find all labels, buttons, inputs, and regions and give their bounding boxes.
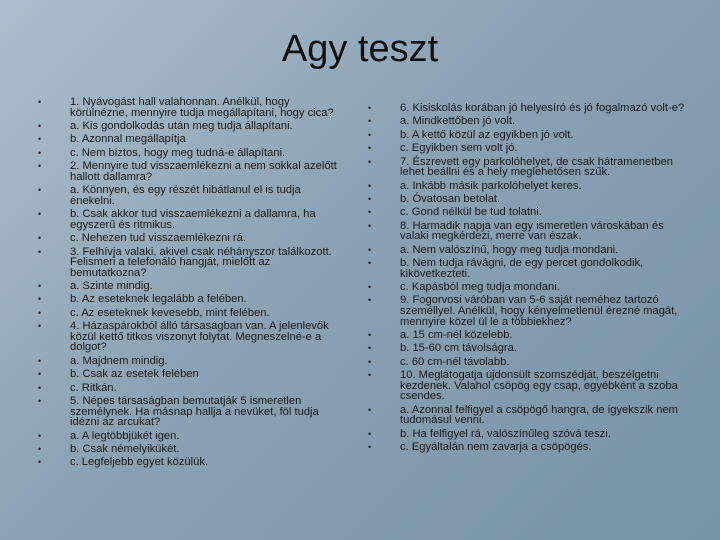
list-item: • a. Azonnal felfigyel a csöpögő hangra, de igyekszik nem tudomásul venni. xyxy=(368,405,688,426)
list-item: • a. Szinte mindig. xyxy=(38,281,348,292)
list-item: • a. Nem valószínű, hogy meg tudja mondani. xyxy=(368,245,688,256)
list-item: • 4. Házaspárokból álló társaságban van. A jelenlevők közül kettő titkos viszonyt folytat. Megneszelné-e a dolgot? xyxy=(38,321,348,353)
list-item: • 1. Nyávogást hall valahonnan. Anélkül, hogy körülnézne, mennyire tudja megállapítani, hogy cica? xyxy=(38,97,348,118)
list-item: • 7. Észrevett egy parkolóhelyet, de csak hátramenetben lehet beállni és a hely meglehetősen szűk. xyxy=(368,157,688,178)
list-item: • 9. Fogorvosi váróban van 5-6 saját neméhez tartozó személlyel. Anélkül, hogy kényelmetlenül érezné magát, mennyire közel ül le a többiekhez? xyxy=(368,295,688,327)
list-item: • b. Csak némelyikükét. xyxy=(38,444,348,455)
list-item: • c. Nehezen tud visszaemlékezni rá. xyxy=(38,233,348,244)
list-item: • 5. Népes társaságban bemutatják 5 ismeretlen személynek. Ha másnap hallja a nevüket, föl tudja idézni az arcukat? xyxy=(38,396,348,428)
list-item: • 10. Meglátogatja újdonsült szomszédját, beszélgetni kezdenek. Valahol csöpög egy csap, egyébként a szoba csendes. xyxy=(368,370,688,402)
list-item: • b. Óvatosan betolat. xyxy=(368,194,688,205)
list-item: • c. Egyáltalán nem zavarja a csöpögés. xyxy=(368,442,688,453)
list-item: • b. 15-60 cm távolságra. xyxy=(368,343,688,354)
list-item: • 2. Mennyire tud visszaemlékezni a nem sokkal azelőtt hallott dallamra? xyxy=(38,161,348,182)
list-item: • 6. Kisiskolás korában jó helyesíró és jó fogalmazó volt-e? xyxy=(368,103,688,114)
list-item: • b. Nem tudja rávágni, de egy percet gondolkodik, kikövetkezteti. xyxy=(368,258,688,279)
slide-title: Agy teszt xyxy=(281,28,439,70)
list-item: • a. 15 cm-nél közelebb. xyxy=(368,330,688,341)
list-item: • b. Az eseteknek legalább a felében. xyxy=(38,294,348,305)
list-item: • c. Ritkán. xyxy=(38,383,348,394)
list-item: • b. Csak az esetek felében xyxy=(38,369,348,380)
list-item: • b. Ha felfigyel rá, valószínűleg szóvá teszi. xyxy=(368,429,688,440)
left-question-list xyxy=(38,97,348,471)
list-item: • a. A legtöbbjükét igen. xyxy=(38,431,348,442)
list-item: • 8. Harmadik napja van egy ismeretlen városkában és valaki megkérdezi, merre van észak. xyxy=(368,221,688,242)
list-item: • b. A kettő közül az egyikben jó volt. xyxy=(368,130,688,141)
list-item: • b. Azonnal megállapítja xyxy=(38,134,348,145)
list-item: • b. Csak akkor tud visszaemlékezni a dallamra, ha egyszerű és ritmikus. xyxy=(38,209,348,230)
list-item: • a. Könnyen, és egy részét hibátlanul el is tudja énekelni. xyxy=(38,185,348,206)
list-item: • 3. Felhívja valaki, akivel csak néhányszor találkozott. Felismeri a telefonáló hangját, mielőtt az bemutatkozna? xyxy=(38,247,348,279)
list-item: • a. Inkább másik parkolóhelyet keres. xyxy=(368,181,688,192)
list-item: • c. Kapásból meg tudja mondani. xyxy=(368,282,688,293)
list-item: • c. Egyikben sem volt jó. xyxy=(368,143,688,154)
list-item: • c. Gond nélkül be tud tolatni. xyxy=(368,207,688,218)
list-item: • c. Nem biztos, hogy meg tudná-e állapítani. xyxy=(38,148,348,159)
list-item: • a. Majdnem mindig. xyxy=(38,356,348,367)
right-question-list xyxy=(368,103,688,456)
list-item: • a. Mindkettőben jó volt. xyxy=(368,116,688,127)
list-item: • c. 60 cm-nél távolabb. xyxy=(368,357,688,368)
list-item: • a. Kis gondolkodás után meg tudja állapítani. xyxy=(38,121,348,132)
list-item: • c. Az eseteknek kevesebb, mint felében. xyxy=(38,308,348,319)
list-item: • c. Legfeljebb egyet közülük. xyxy=(38,457,348,468)
